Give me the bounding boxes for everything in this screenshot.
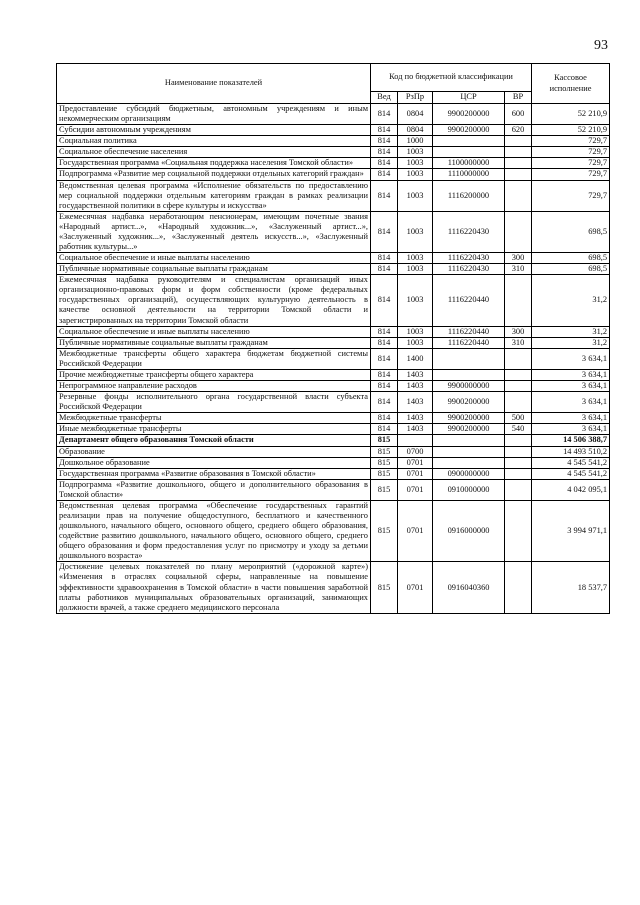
row-rzpr: 1403 <box>398 424 433 435</box>
row-ved: 814 <box>371 104 398 125</box>
row-csr: 9900200000 <box>433 392 505 413</box>
row-rzpr: 1003 <box>398 326 433 337</box>
row-rzpr: 0701 <box>398 457 433 468</box>
row-amount: 31,2 <box>532 326 610 337</box>
row-ved: 814 <box>371 369 398 380</box>
table-row <box>57 562 610 613</box>
row-rzpr: 0701 <box>398 500 433 561</box>
row-name: Достижение целевых показателей по плану мероприятий («дорожной карте») «Изменения в отраслях социальной сферы, направленные на повышение эффективности здравоохранения в Томской области» в части повышения заработной платы работников муниципальных образовательных организаций, занимающих должности врачей, а также среднего медицинского персонала <box>57 562 371 613</box>
row-csr <box>433 457 505 468</box>
row-csr: 9900200000 <box>433 104 505 125</box>
row-amount: 729,7 <box>532 136 610 147</box>
row-csr: 1116220430 <box>433 253 505 264</box>
row-name: Социальное обеспечение и иные выплаты населению <box>57 326 371 337</box>
row-name: Образование <box>57 446 371 457</box>
table-row <box>57 457 610 468</box>
row-csr: 0910000000 <box>433 479 505 500</box>
row-rzpr: 1003 <box>398 253 433 264</box>
row-ved: 814 <box>371 337 398 348</box>
row-name: Межбюджетные трансферты общего характера бюджетам бюджетной системы Российской Федерации <box>57 348 371 369</box>
row-csr: 1100000000 <box>433 158 505 169</box>
row-name: Субсидии автономным учреждениям <box>57 125 371 136</box>
row-rzpr: 1003 <box>398 147 433 158</box>
row-name: Непрограммное направление расходов <box>57 381 371 392</box>
table-row <box>57 169 610 180</box>
row-ved: 814 <box>371 180 398 211</box>
page-number: 93 <box>594 38 608 53</box>
row-rzpr: 1003 <box>398 158 433 169</box>
table-row <box>57 369 610 380</box>
row-vr <box>505 147 532 158</box>
row-ved: 814 <box>371 275 398 326</box>
row-csr: 9900200000 <box>433 125 505 136</box>
row-vr <box>505 457 532 468</box>
table-row <box>57 211 610 252</box>
row-vr: 310 <box>505 337 532 348</box>
table-row <box>57 500 610 561</box>
row-name: Межбюджетные трансферты <box>57 413 371 424</box>
row-csr <box>433 369 505 380</box>
row-ved: 814 <box>371 381 398 392</box>
row-vr <box>505 369 532 380</box>
table-row <box>57 479 610 500</box>
row-vr: 620 <box>505 125 532 136</box>
row-amount: 31,2 <box>532 275 610 326</box>
row-name: Ведомственная целевая программа «Исполнение обязательств по предоставлению мер социальной поддержки отдельным категориям граждан в рамках реализации государственной политики в сфере культуры и искусства» <box>57 180 371 211</box>
row-amount: 4 042 095,1 <box>532 479 610 500</box>
row-amount: 4 545 541,2 <box>532 468 610 479</box>
table-row <box>57 180 610 211</box>
row-csr <box>433 136 505 147</box>
row-ved: 815 <box>371 457 398 468</box>
row-name: Предоставление субсидий бюджетным, автономным учреждениям и иным некоммерческим организациям <box>57 104 371 125</box>
row-name: Государственная программа «Социальная поддержка населения Томской области» <box>57 158 371 169</box>
row-amount: 729,7 <box>532 169 610 180</box>
row-name: Ежемесячная надбавка руководителям и специалистам организаций иных организационно-правовых форм и форм собственности (кроме федеральных государственных организаций), осуществляющих культурную деятельность в качестве основной деятельности на территории Томской области и зарегистрированных на территории Томской области <box>57 275 371 326</box>
row-vr: 310 <box>505 264 532 275</box>
table-row <box>57 424 610 435</box>
row-vr: 300 <box>505 326 532 337</box>
row-vr <box>505 500 532 561</box>
row-name: Резервные фонды исполнительного органа государственной власти субъекта Российской Федерации <box>57 392 371 413</box>
row-vr <box>505 211 532 252</box>
row-name: Социальная политика <box>57 136 371 147</box>
row-ved: 814 <box>371 169 398 180</box>
row-csr: 1116200000 <box>433 180 505 211</box>
row-rzpr: 1003 <box>398 337 433 348</box>
row-name: Подпрограмма «Развитие дошкольного, общего и дополнительного образования в Томской области» <box>57 479 371 500</box>
header-csr: ЦСР <box>433 92 505 104</box>
row-amount: 729,7 <box>532 158 610 169</box>
row-name: Подпрограмма «Развитие мер социальной поддержки отдельных категорий граждан» <box>57 169 371 180</box>
row-name: Департамент общего образования Томской области <box>57 435 371 446</box>
row-vr <box>505 381 532 392</box>
row-amount: 14 493 510,2 <box>532 446 610 457</box>
table-row <box>57 326 610 337</box>
row-amount: 3 634,1 <box>532 381 610 392</box>
table-row <box>57 468 610 479</box>
row-rzpr: 1003 <box>398 275 433 326</box>
row-csr: 9900200000 <box>433 413 505 424</box>
row-ved: 814 <box>371 147 398 158</box>
row-ved: 815 <box>371 500 398 561</box>
row-name: Иные межбюджетные трансферты <box>57 424 371 435</box>
row-vr <box>505 479 532 500</box>
row-rzpr: 0804 <box>398 104 433 125</box>
row-amount: 18 537,7 <box>532 562 610 613</box>
row-csr <box>433 446 505 457</box>
row-ved: 814 <box>371 413 398 424</box>
table-row <box>57 337 610 348</box>
row-amount: 14 506 388,7 <box>532 435 610 446</box>
row-vr <box>505 180 532 211</box>
row-rzpr: 1403 <box>398 392 433 413</box>
row-vr <box>505 468 532 479</box>
table-row <box>57 125 610 136</box>
row-rzpr: 1000 <box>398 136 433 147</box>
row-csr: 1116220440 <box>433 275 505 326</box>
row-name: Прочие межбюджетные трансферты общего характера <box>57 369 371 380</box>
row-vr <box>505 435 532 446</box>
row-ved: 814 <box>371 424 398 435</box>
table-row <box>57 435 610 446</box>
row-amount: 729,7 <box>532 147 610 158</box>
row-amount: 3 634,1 <box>532 348 610 369</box>
row-rzpr: 1003 <box>398 169 433 180</box>
row-csr <box>433 147 505 158</box>
table-row <box>57 413 610 424</box>
row-rzpr: 1403 <box>398 413 433 424</box>
row-vr <box>505 169 532 180</box>
row-rzpr: 0701 <box>398 468 433 479</box>
row-vr <box>505 158 532 169</box>
row-rzpr: 0701 <box>398 479 433 500</box>
row-ved: 814 <box>371 211 398 252</box>
table-row <box>57 275 610 326</box>
row-ved: 814 <box>371 348 398 369</box>
row-csr: 1116220440 <box>433 337 505 348</box>
header-vr: ВР <box>505 92 532 104</box>
row-ved: 814 <box>371 253 398 264</box>
row-ved: 815 <box>371 446 398 457</box>
row-csr <box>433 435 505 446</box>
row-vr <box>505 446 532 457</box>
row-name: Социальное обеспечение населения <box>57 147 371 158</box>
row-amount: 4 545 541,2 <box>532 457 610 468</box>
row-ved: 814 <box>371 264 398 275</box>
row-rzpr: 0804 <box>398 125 433 136</box>
row-amount: 52 210,9 <box>532 125 610 136</box>
row-csr: 1116220430 <box>433 264 505 275</box>
row-vr: 540 <box>505 424 532 435</box>
row-ved: 815 <box>371 562 398 613</box>
row-csr <box>433 348 505 369</box>
table-row <box>57 264 610 275</box>
row-name: Социальное обеспечение и иные выплаты населению <box>57 253 371 264</box>
row-vr <box>505 562 532 613</box>
header-name: Наименование показателей <box>57 64 371 104</box>
row-amount: 3 634,1 <box>532 369 610 380</box>
row-rzpr: 1003 <box>398 211 433 252</box>
table-row <box>57 392 610 413</box>
header-cash: Кассовое исполнение <box>532 64 610 104</box>
row-ved: 814 <box>371 125 398 136</box>
row-csr: 0900000000 <box>433 468 505 479</box>
table-row <box>57 348 610 369</box>
row-rzpr: 1400 <box>398 348 433 369</box>
row-rzpr: 1003 <box>398 180 433 211</box>
row-vr: 300 <box>505 253 532 264</box>
header-rzpr: РзПр <box>398 92 433 104</box>
row-amount: 729,7 <box>532 180 610 211</box>
row-name: Государственная программа «Развитие образования в Томской области» <box>57 468 371 479</box>
row-amount: 698,5 <box>532 264 610 275</box>
table-row <box>57 147 610 158</box>
budget-table <box>56 63 610 614</box>
row-ved: 814 <box>371 392 398 413</box>
row-amount: 3 634,1 <box>532 392 610 413</box>
row-csr: 1116220440 <box>433 326 505 337</box>
row-ved: 815 <box>371 479 398 500</box>
header-code-group: Код по бюджетной классификации <box>371 64 532 92</box>
row-csr: 1116220430 <box>433 211 505 252</box>
row-amount: 698,5 <box>532 253 610 264</box>
row-name: Ведомственная целевая программа «Обеспечение государственных гарантий реализации прав на получение общедоступного, бесплатного и качественного дошкольного, начального общего, основного общего, среднего общего образования, содействие развитию дошкольного, начального общего, основного общего, среднего общего образования и форм предоставления услуг по присмотру и уходу за детьми дошкольного возраста» <box>57 500 371 561</box>
header-ved: Вед <box>371 92 398 104</box>
row-ved: 815 <box>371 468 398 479</box>
row-rzpr: 0700 <box>398 446 433 457</box>
row-amount: 31,2 <box>532 337 610 348</box>
row-amount: 3 634,1 <box>532 413 610 424</box>
row-csr: 1110000000 <box>433 169 505 180</box>
table-row <box>57 104 610 125</box>
row-csr: 9900000000 <box>433 381 505 392</box>
row-rzpr: 1403 <box>398 369 433 380</box>
table-header <box>57 64 610 104</box>
row-vr: 600 <box>505 104 532 125</box>
row-rzpr <box>398 435 433 446</box>
table-body <box>57 104 610 614</box>
row-name: Публичные нормативные социальные выплаты гражданам <box>57 264 371 275</box>
row-rzpr: 1003 <box>398 264 433 275</box>
table-row <box>57 136 610 147</box>
row-rzpr: 1403 <box>398 381 433 392</box>
row-name: Ежемесячная надбавка неработающим пенсионерам, имеющим почетные звания «Народный артист...», «Народный художник...», «Заслуженный артист...», «Заслуженный художник...», «Заслуженный деятель искусств...», «Заслуженный работник культуры...» <box>57 211 371 252</box>
row-name: Дошкольное образование <box>57 457 371 468</box>
row-csr: 0916000000 <box>433 500 505 561</box>
row-ved: 814 <box>371 136 398 147</box>
row-vr: 500 <box>505 413 532 424</box>
table-row <box>57 381 610 392</box>
row-vr <box>505 136 532 147</box>
row-amount: 52 210,9 <box>532 104 610 125</box>
row-amount: 3 994 971,1 <box>532 500 610 561</box>
row-amount: 698,5 <box>532 211 610 252</box>
row-csr: 9900200000 <box>433 424 505 435</box>
row-ved: 815 <box>371 435 398 446</box>
table-row <box>57 253 610 264</box>
row-ved: 814 <box>371 326 398 337</box>
row-ved: 814 <box>371 158 398 169</box>
table-row <box>57 446 610 457</box>
table-row <box>57 158 610 169</box>
row-vr <box>505 348 532 369</box>
row-name: Публичные нормативные социальные выплаты гражданам <box>57 337 371 348</box>
row-vr <box>505 275 532 326</box>
row-csr: 0916040360 <box>433 562 505 613</box>
row-vr <box>505 392 532 413</box>
row-rzpr: 0701 <box>398 562 433 613</box>
row-amount: 3 634,1 <box>532 424 610 435</box>
